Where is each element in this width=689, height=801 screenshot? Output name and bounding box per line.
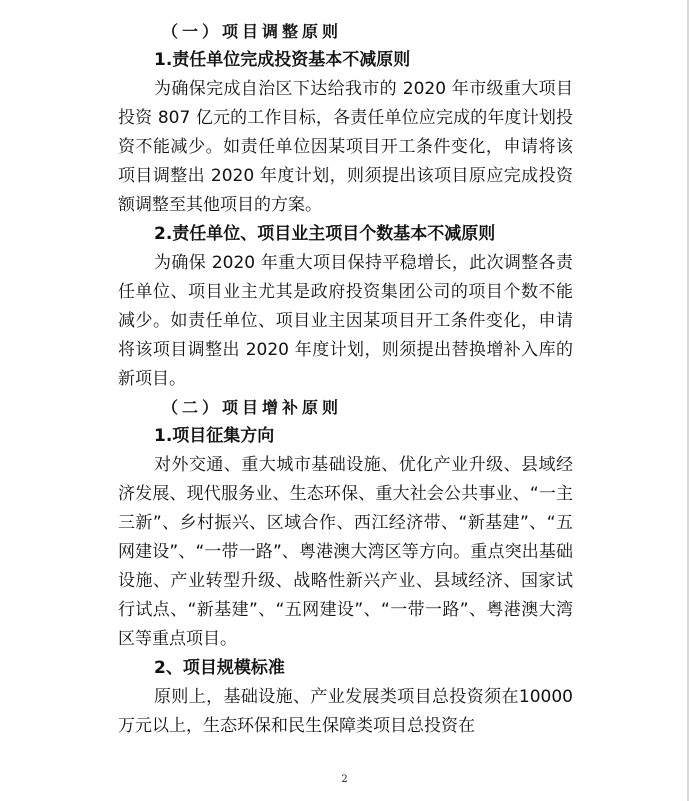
text-line: 不能减少。如责任单位、项目业主因某项目开工条件变化， (118, 282, 574, 331)
section-heading-supplement: （二）项目增补原则 (162, 398, 343, 417)
text-line: 目投资 807 亿元的工作目标，各责任单位应完成的年度计 (118, 79, 573, 128)
text-line: 域经济、国家试行试点、“新基建”、“五网建设”、“一带 (118, 571, 574, 620)
text-line: 请将该项目调整出 2020 年度计划，则须提出该项目原应 (118, 137, 574, 186)
document-body (118, 18, 573, 741)
text-line: 完成投资额调整至其他项目的方案。 (118, 166, 574, 215)
text-line: 申请将该项目调整出 2020 年度计划，则须提出替换增补 (118, 311, 574, 360)
text-line: 责任单位、项目业主尤其是政府投资集团公司的项目个数 (118, 253, 573, 302)
subsection-title-investment-principle: 1.责任单位完成投资基本不减原则 (154, 50, 411, 70)
subsection-title-collection-direction: 1.项目征集方向 (154, 426, 275, 446)
text-line: 经济发展、现代服务业、生态环保、重大社会公共事业、 (118, 455, 573, 504)
paragraph-project-count-principle (118, 249, 573, 394)
subsection-title-project-count-principle: 2.责任单位、项目业主项目个数基本不减原则 (154, 224, 496, 244)
text-line: 10000 万元以上，生态环保和民生保障类项目总投资在 (118, 687, 573, 736)
paragraph-investment-principle (118, 75, 573, 220)
page-number: 2 (341, 774, 348, 785)
text-line: 为确保完成自治区下达给我市的 2020 年市级重大项 (154, 79, 556, 99)
text-line: 建”、“五网建设”、“一带一路”、粤港澳大湾区等方向。 (118, 513, 573, 562)
paragraph-scale-standard (118, 683, 573, 741)
text-line: 入库的新项目。 (118, 340, 573, 389)
subsection-title-scale-standard: 2、项目规模标准 (154, 658, 285, 678)
text-line: 一路”、粤港澳大湾区等重点项目。 (118, 600, 573, 649)
text-line: “一主三新”、乡村振兴、区域合作、西江经济带、“新基 (118, 484, 574, 533)
text-line: 对外交通、重大城市基础设施、优化产业升级、县域 (154, 455, 556, 475)
text-line: 重点突出基础设施、产业转型升级、战略性新兴产业、县 (118, 542, 574, 591)
section-heading-adjustment: （一）项目调整原则 (162, 22, 343, 41)
text-line: 原则上，基础设施、产业发展类项目总投资须在 (154, 687, 519, 707)
text-line: 为确保 2020 年重大项目保持平稳增长，此次调整各 (154, 253, 556, 273)
paragraph-collection-direction (118, 451, 573, 654)
text-line: 划投资不能减少。如责任单位因某项目开工条件变化，申 (118, 108, 573, 157)
